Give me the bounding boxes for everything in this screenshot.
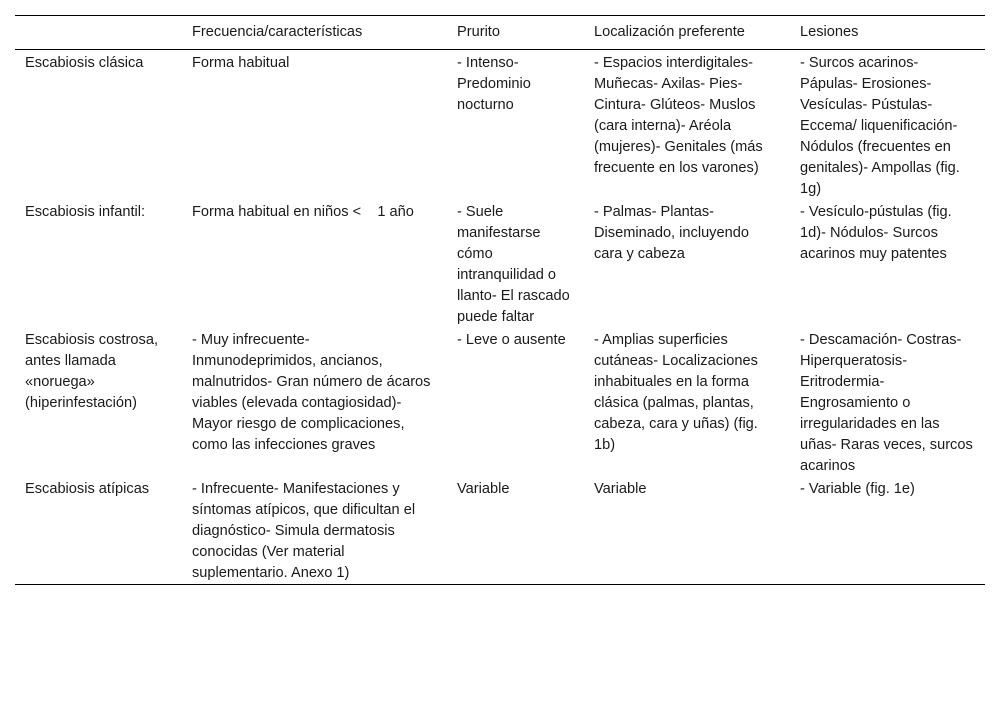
table-row <box>15 50 985 201</box>
cell-frecuencia: - Muy infrecuente- Inmunodeprimidos, ancianos, malnutridos- Gran número de ácaros viables (elevada contagiosidad)- Mayor riesgo de complicaciones, como las infecciones graves <box>192 332 431 453</box>
cell-frecuencia: Forma habitual <box>192 55 290 71</box>
header-prurito: Prurito <box>457 24 500 40</box>
header-row <box>15 16 985 50</box>
cell-frecuencia: Forma habitual en niños < 1 año <box>192 204 414 220</box>
table-header <box>15 16 985 50</box>
cell-lesiones: - Vesículo-pústulas (fig. 1d)- Nódulos- Surcos acarinos muy patentes <box>800 204 952 262</box>
cell-prurito: Variable <box>457 481 510 497</box>
cell-localizacion: - Palmas- Plantas- Diseminado, incluyendo cara y cabeza <box>594 204 749 262</box>
cell-type: Escabiosis infantil: <box>25 204 146 220</box>
table-body <box>15 50 985 585</box>
cell-localizacion: - Espacios interdigitales- Muñecas- Axilas- Pies- Cintura- Glúteos- Muslos (cara interna)- Aréola (mujeres)- Genitales (más frecuente en los varones) <box>594 55 763 176</box>
cell-type: Escabiosis clásica <box>25 55 144 71</box>
table-row <box>15 477 985 585</box>
cell-prurito: - Intenso- Predominio nocturno <box>457 55 531 113</box>
header-localizacion: Localización preferente <box>594 24 745 40</box>
table-row <box>15 328 985 477</box>
cell-type: Escabiosis atípicas <box>25 481 150 497</box>
cell-lesiones: - Surcos acarinos- Pápulas- Erosiones- Vesículas- Pústulas- Eccema/ liquenificación- Nódulos (frecuentes en genitales)- Ampollas (fig. 1g) <box>800 55 960 197</box>
cell-lesiones: - Variable (fig. 1e) <box>800 481 915 497</box>
header-empty <box>15 16 182 50</box>
header-frecuencia: Frecuencia/características <box>192 24 363 40</box>
cell-localizacion: - Amplias superficies cutáneas- Localizaciones inhabituales en la forma clásica (palmas, plantas, cabeza, cara y uñas) (fig. 1b) <box>594 332 758 453</box>
scabies-table-container <box>15 15 985 585</box>
cell-frecuencia: - Infrecuente- Manifestaciones y síntomas atípicos, que dificultan el diagnóstico- Simula dermatosis conocidas (Ver material suplementario. Anexo 1) <box>192 481 416 581</box>
cell-type: Escabiosis costrosa, antes llamada «noruega» (hiperinfestación) <box>25 332 159 411</box>
table-row <box>15 200 985 328</box>
header-lesiones: Lesiones <box>800 24 859 40</box>
cell-lesiones: - Descamación- Costras- Hiperqueratosis- Eritrodermia- Engrosamiento o irregularidades en las uñas- Raras veces, surcos acarinos <box>800 332 973 474</box>
scabies-types-table <box>15 15 985 585</box>
cell-prurito: - Suele manifestarse cómo intranquilidad o llanto- El rascado puede faltar <box>457 204 570 325</box>
cell-prurito: - Leve o ausente <box>457 332 566 348</box>
cell-localizacion: Variable <box>594 481 647 497</box>
